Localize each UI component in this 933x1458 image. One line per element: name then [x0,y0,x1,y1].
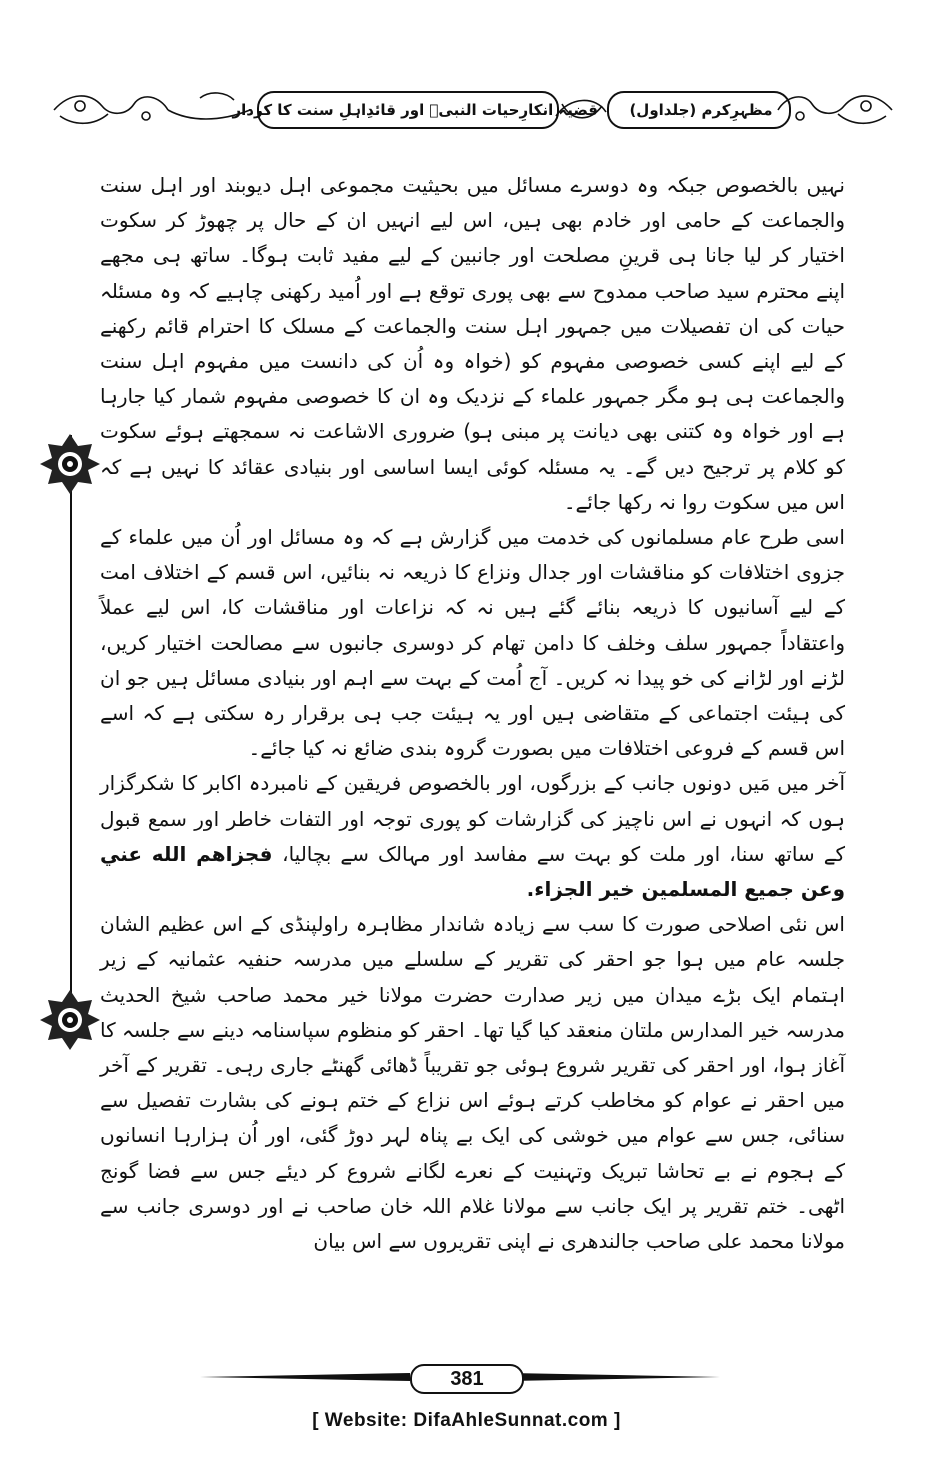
page-body [100,168,845,1259]
margin-rule [70,435,72,1025]
book-title: مظہرِکرم (جلداول) [629,101,773,119]
paragraph-3-dua: فجزاهم الله عني وعن جميع المسلمين خير الجزاء. [100,841,845,902]
website-link[interactable]: [ Website: DifaAhleSunnat.com ] [312,1410,621,1431]
top-margin-ornament-icon [38,432,102,496]
section-title: قضیہ انکارِحیات النبیؐ اور قائدِاہلِ سنت کا کردار [232,101,598,119]
page-number: 381 [410,1364,524,1394]
paragraph-2: اسی طرح عام مسلمانوں کی خدمت میں گزارش ہے کہ وہ مسائل اور اُن میں علماء کے جزوی اختلافات کو مناقشات اور جدال ونزاع کا ذریعہ نہ بنائیں، اس قسم کے اختلاف امت کے لیے آسانیوں کا ذریعہ بنائے گئے ہیں نہ کہ نزاعات اور مناقشات کا، اس لیے عملاً واعتقاداً جمہور سلف وخلف کا دامن تھام کر دوسری جانبوں سے مصالحت اختیار کریں، لڑنے اور لڑانے کی خو پیدا نہ کریں۔ آج اُمت کے بہت سے اہم اور بنیادی مسائل ہیں جو ان کی ہیئت اجتماعی کے متقاضی ہیں اور یہ ہیئت جب ہی برقرار رہ سکتی ہے کہ اسے اس قسم کے فروعی اختلافات میں بصورت گروہ بندی ضائع نہ کیا جائے۔ [100,525,845,761]
paragraph-3-text: آخر میں مَیں دونوں جانب کے بزرگوں، اور بالخصوص فریقین کے نامبردہ اکابر کا شکرگزار ہوں کہ انہوں نے اس ناچیز کی گزارشات کو پوری توجہ اور التفات خاطر اور سمع قبول کے ساتھ سنا، اور ملت کو بہت سے مفاسد اور مہالک سے بچالیا، [100,771,845,866]
paragraph-1: نہیں بالخصوص جبکہ وہ دوسرے مسائل میں بحیثیت مجموعی اہل دیوبند اور اہل سنت والجماعت کے حامی اور خادم بھی ہیں، اس لیے انہیں ان کے حال پر چھوڑ کر سکوت اختیار کر لیا جانا ہی قرینِ مصلحت اور جانبین کے لیے مفید ثابت ہوگا۔ ساتھ ہی مجھے اپنے محترم سید صاحب ممدوح سے بھی پوری توقع ہے اور اُمید رکھنی چاہیے کہ وہ مسئلہ حیات کی ان تفصیلات میں جمہور اہل سنت والجماعت کے مسلک کا احترام قائم رکھنے کے لیے اپنے کسی خصوصی مفہوم کو (خواہ وہ اُن کی دانست میں مفہوم اہل سنت والجماعت ہی ہو مگر جمہور علماء کے نزدیک وہ ان کا خصوصی مفہوم شمار کیا جارہا ہے اور خواہ وہ کتنی بھی دیانت پر مبنی ہو) ضروری الاشاعت نہ سمجھتے ہوئے سکوت کو کلام پر ترجیح دیں گے۔ یہ مسئلہ کوئی ایسا اساسی اور بنیادی عقائد کا نہیں ہے کہ اس میں سکوت روا نہ رکھا جائے۔ [100,173,845,514]
paragraph-3 [100,766,845,907]
page-header [50,86,896,134]
bottom-margin-ornament-icon [38,988,102,1052]
paragraph-4: اس نئی اصلاحی صورت کا سب سے زیادہ شاندار مظاہرہ راولپنڈی کے اس عظیم الشان جلسہ عام میں ہوا جو احقر کی تقریر کے سلسلے میں مدرسہ حنفیہ عثمانیہ کے زیر اہتمام ایک بڑے میدان میں زیر صدارت حضرت مولانا خیر محمد صاحب شیخ الحدیث مدرسہ خیر المدارس ملتان منعقد کیا گیا تھا۔ احقر کو منظوم سپاسنامہ دینے سے جلسہ کا آغاز ہوا، اور احقر کی تقریر شروع ہوئی جو تقریباً ڈھائی گھنٹے جاری رہی۔ تقریر کے آخر میں احقر نے عوام کو مخاطب کرتے ہوئے اس نزاع کے ختم ہونے کی بشارت تفصیل سے سنائی، جس سے عوام میں خوشی کی ایک بے پناہ لہر دوڑ گئی، اور اُن ہزارہا انسانوں کے ہجوم نے بے تحاشا تبریک وتہنیت کے نعرے لگانے شروع کر دیئے جس سے فضا گونج اٹھی۔ ختم تقریر پر ایک جانب سے مولانا غلام اللہ خان صاحب نے اور دوسری جانب سے مولانا محمد علی صاحب جالندھری نے اپنی تقریروں سے اس بیان [100,912,845,1254]
